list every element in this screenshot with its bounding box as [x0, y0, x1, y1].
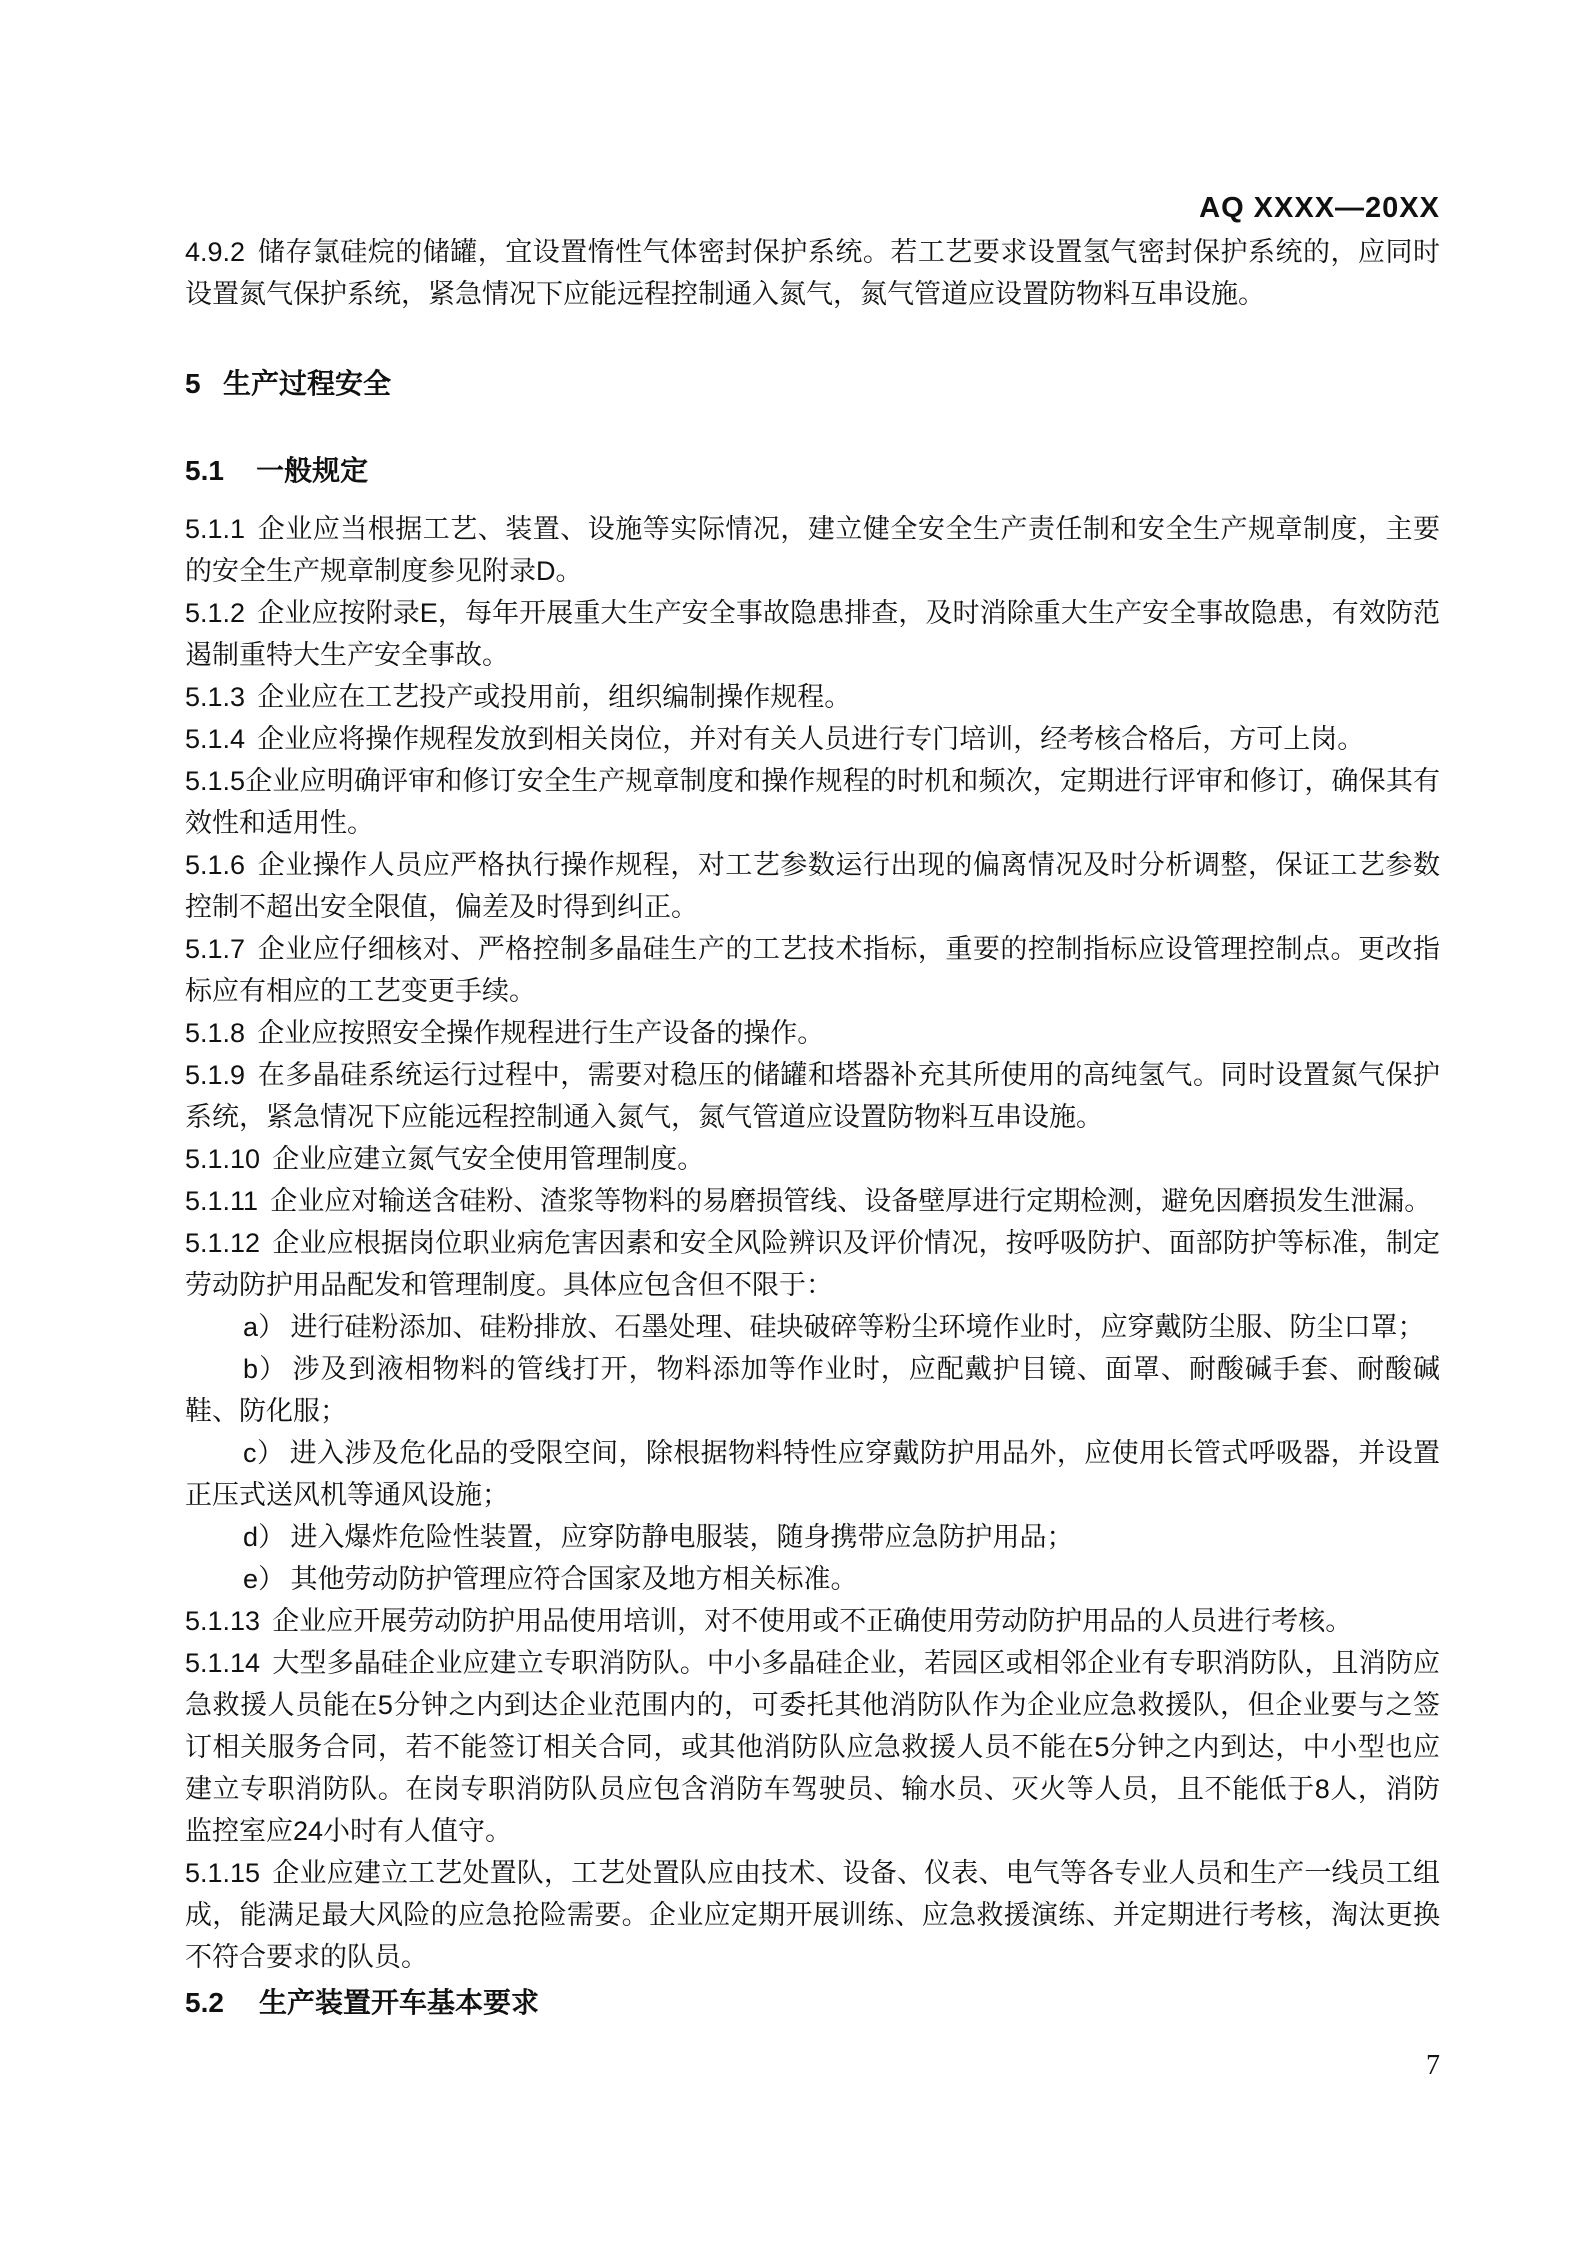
list-item-label: c） [243, 1438, 285, 1468]
clause-number: 5.1.2 [185, 598, 246, 628]
clause-text: 企业应建立氮气安全使用管理制度。 [272, 1144, 705, 1174]
list-item-text: 涉及到液相物料的管线打开，物料添加等作业时，应配戴护目镜、面罩、耐酸碱手套、耐酸碱鞋、防化服； [185, 1354, 1440, 1426]
clause-5-1-12 [185, 1222, 1440, 1306]
page-number: 7 [1426, 2050, 1440, 2081]
clause-number: 5.1.13 [185, 1606, 261, 1636]
clause-5-1-7 [185, 928, 1440, 1012]
clause-text: 在多晶硅系统运行过程中，需要对稳压的储罐和塔器补充其所使用的高纯氢气。同时设置氮气保护系统，紧急情况下应能远程控制通入氮气，氮气管道应设置防物料互串设施。 [185, 1060, 1440, 1132]
subsection-heading-5-1 [185, 450, 1440, 492]
clause-text: 企业操作人员应严格执行操作规程，对工艺参数运行出现的偏离情况及时分析调整，保证工艺参数控制不超出安全限值，偏差及时得到纠正。 [185, 850, 1440, 922]
list-item-c [185, 1432, 1440, 1516]
clause-number: 5.1.6 [185, 850, 246, 880]
clause-text: 企业应在工艺投产或投用前，组织编制操作规程。 [257, 682, 852, 712]
section-heading-5 [185, 363, 1440, 405]
list-item-d [185, 1516, 1440, 1558]
clause-text: 储存氯硅烷的储罐，宜设置惰性气体密封保护系统。若工艺要求设置氢气密封保护系统的，应同时设置氮气保护系统，紧急情况下应能远程控制通入氮气，氮气管道应设置防物料互串设施。 [185, 237, 1440, 309]
clause-text: 企业应当根据工艺、装置、设施等实际情况，建立健全安全生产责任制和安全生产规章制度，主要的安全生产规章制度参见附录D。 [185, 514, 1440, 586]
list-item-text: 其他劳动防护管理应符合国家及地方相关标准。 [290, 1564, 858, 1594]
list-item-label: b） [243, 1354, 288, 1384]
list-item-text: 进入涉及危化品的受限空间，除根据物料特性应穿戴防护用品外，应使用长管式呼吸器，并设置正压式送风机等通风设施； [185, 1438, 1441, 1510]
clause-text: 企业应根据岗位职业病危害因素和安全风险辨识及评价情况，按呼吸防护、面部防护等标准，制定劳动防护用品配发和管理制度。具体应包含但不限于： [185, 1228, 1440, 1300]
clause-5-1-8 [185, 1012, 1440, 1054]
clause-5-1-1 [185, 508, 1440, 592]
heading-number: 5.1 [185, 455, 224, 486]
clause-number: 5.1.4 [185, 724, 246, 754]
clause-number: 5.1.10 [185, 1144, 261, 1174]
clause-text: 企业应建立工艺处置队，工艺处置队应由技术、设备、仪表、电气等各专业人员和生产一线员工组成，能满足最大风险的应急抢险需要。企业应定期开展训练、应急救援演练、并定期进行考核，淘汰更换不符合要求的队员。 [185, 1858, 1440, 1972]
clause-5-1-9 [185, 1054, 1440, 1138]
doc-code: AQ XXXX—20XX [1199, 192, 1440, 224]
subsection-heading-5-2 [185, 1982, 1440, 2024]
heading-title: 一般规定 [256, 455, 369, 486]
clause-number: 5.1.7 [185, 934, 246, 964]
clause-text: 企业应将操作规程发放到相关岗位，并对有关人员进行专门培训，经考核合格后，方可上岗。 [257, 724, 1365, 754]
clause-4-9-2 [185, 231, 1440, 315]
clause-text: 大型多晶硅企业应建立专职消防队。中小多晶硅企业，若园区或相邻企业有专职消防队，且消防应急救援人员能在5分钟之内到达企业范围内的，可委托其他消防队作为企业应急救援队，但企业要与之签订相关服务合同，若不能签订相关合同，或其他消防队应急救援人员不能在5分钟之内到达，中小型也应建立专职消防队。在岗专职消防队员应包含消防车驾驶员、输水员、灭火等人员，且不能低于8人，消防监控室应24小时有人值守。 [185, 1648, 1440, 1846]
clause-number: 5.1.12 [185, 1228, 261, 1258]
clause-text: 企业应明确评审和修订安全生产规章制度和操作规程的时机和频次，定期进行评审和修订，确保其有效性和适用性。 [185, 766, 1440, 838]
page-footer [185, 2050, 1440, 2082]
list-item-text: 进入爆炸危险性装置，应穿防静电服装，随身携带应急防护用品； [290, 1522, 1074, 1552]
clause-5-1-2 [185, 592, 1440, 676]
clause-number: 5.1.11 [185, 1186, 259, 1216]
heading-number: 5.2 [185, 1987, 224, 2018]
clause-5-1-15 [185, 1852, 1440, 1978]
clause-5-1-4 [185, 718, 1440, 760]
list-item-label: a） [243, 1312, 286, 1342]
list-item-text: 进行硅粉添加、硅粉排放、石墨处理、硅块破碎等粉尘环境作业时，应穿戴防尘服、防尘口罩； [290, 1312, 1425, 1342]
document-body [185, 231, 1440, 2024]
clause-number: 4.9.2 [185, 237, 246, 267]
clause-text: 企业应按附录E，每年开展重大生产安全事故隐患排查，及时消除重大生产安全事故隐患，有效防范遏制重特大生产安全事故。 [185, 598, 1440, 670]
clause-number: 5.1.8 [185, 1018, 246, 1048]
clause-5-1-14 [185, 1642, 1440, 1852]
clause-number: 5.1.9 [185, 1060, 246, 1090]
clause-number: 5.1.1 [185, 514, 246, 544]
clause-5-1-3 [185, 676, 1440, 718]
clause-text: 企业应按照安全操作规程进行生产设备的操作。 [257, 1018, 825, 1048]
clause-text: 企业应仔细核对、严格控制多晶硅生产的工艺技术指标，重要的控制指标应设管理控制点。更改指标应有相应的工艺变更手续。 [185, 934, 1440, 1006]
clause-5-1-6 [185, 844, 1440, 928]
clause-text: 企业应开展劳动防护用品使用培训，对不使用或不正确使用劳动防护用品的人员进行考核。 [272, 1606, 1353, 1636]
list-item-label: d） [243, 1522, 286, 1552]
heading-title: 生产装置开车基本要求 [258, 1987, 539, 2018]
clause-number: 5.1.3 [185, 682, 246, 712]
clause-number: 5.1.5 [185, 766, 246, 796]
clause-number: 5.1.15 [185, 1858, 261, 1888]
clause-5-1-11 [185, 1180, 1440, 1222]
clause-text: 企业应对输送含硅粉、渣浆等物料的易磨损管线、设备壁厚进行定期检测，避免因磨损发生泄漏。 [270, 1186, 1432, 1216]
page-header [185, 192, 1440, 225]
heading-title: 生产过程安全 [222, 368, 391, 399]
clause-5-1-5 [185, 760, 1440, 844]
list-item-e [185, 1558, 1440, 1600]
clause-number: 5.1.14 [185, 1648, 261, 1678]
clause-5-1-13 [185, 1600, 1440, 1642]
heading-number: 5 [185, 368, 201, 399]
clause-5-1-10 [185, 1138, 1440, 1180]
list-item-a [185, 1306, 1440, 1348]
list-item-label: e） [243, 1564, 286, 1594]
list-item-b [185, 1348, 1440, 1432]
